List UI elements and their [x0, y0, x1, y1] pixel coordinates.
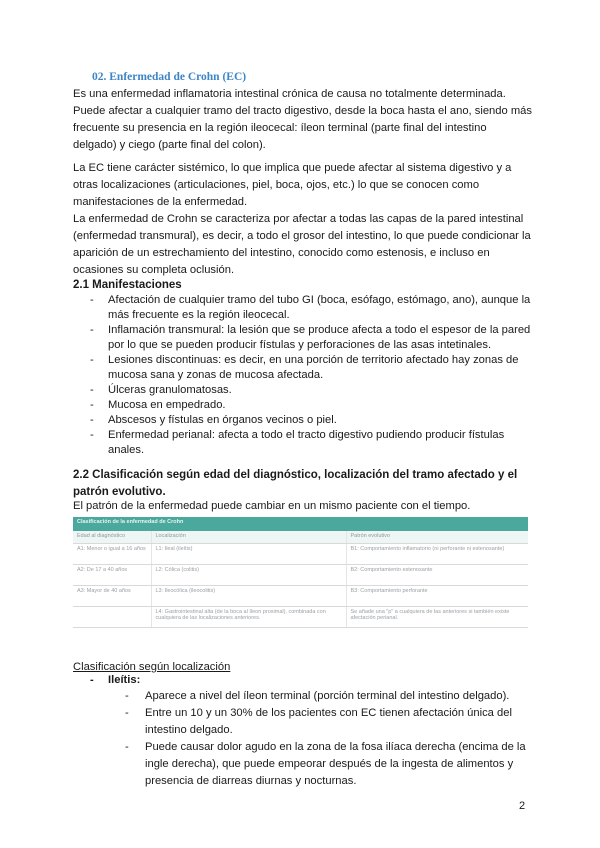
ileitis-list [125, 688, 535, 790]
text-line: otras localizaciones (articulaciones, piel, boca, ojos, etc.) lo que se conocen como [73, 179, 480, 191]
list-item: - Puede causar dolor agudo en la zona de la fosa ilíaca derecha (encima de la ingle derecha), que puede empeorar después de la ingesta de alimentos y presencia de diarreas diurnas y nocturnas. [125, 739, 535, 790]
text-line: ocasiones su completa oclusión. [73, 264, 235, 276]
page-number: 2 [519, 800, 526, 812]
table-row [73, 607, 528, 628]
table-cell: B2: Comportamiento estenosante [346, 565, 528, 586]
table-cell: A1: Menor o igual a 16 años [73, 544, 151, 565]
text-line: La enfermedad de Crohn se caracteriza por afectar a todas las capas de la pared intestinal [73, 213, 524, 225]
table-cell: L3: Ileocólica (ileocolitis) [151, 586, 346, 607]
list-item: - Lesiones discontinuas: es decir, en una porción de territorio afectado hay zonas de mucosa sana y zonas de mucosa afectada. [90, 353, 535, 383]
text-line: aparición de un estrechamiento del intestino, conocido como estenosis, e incluso en [73, 247, 490, 259]
table-header-row [73, 531, 528, 544]
section-title-clasificacion: 2.2 Clasificación según edad del diagnóstico, localización del tramo afectado y el patrón evolutivo. [73, 469, 518, 498]
table-row [73, 544, 528, 565]
text-line: Puede afectar a cualquier tramo del tracto digestivo, desde la boca hasta el ano, siendo más [73, 105, 532, 117]
table-cell: L1: Ileal (ileítis) [151, 544, 346, 565]
table-cell: L4: Gastrointestinal alta (de la boca al íleon proximal), combinada con cualquiera de las localizaciones anteriores. [151, 607, 346, 628]
subsection-title: Clasificación según localización [73, 661, 231, 673]
table-row [73, 586, 528, 607]
table-cell: L2: Cólica (colitis) [151, 565, 346, 586]
table-cell: A3: Mayor de 40 años [73, 586, 151, 607]
table-header-cell: Edad al diagnóstico [73, 531, 151, 544]
list-item: - Mucosa en empedrado. [90, 398, 535, 413]
list-item: - Úlceras granulomatosas. [90, 383, 535, 398]
localizacion-list [90, 673, 535, 688]
table-row [73, 565, 528, 586]
list-item: - Inflamación transmural: la lesión que se produce afecta a todo el espesor de la pared por lo que se pueden producir fístulas y perforaciones de las asas intetinales. [90, 323, 535, 353]
section-heading: 02. Enfermedad de Crohn (EC) [92, 71, 247, 83]
section-title-manifestaciones: 2.1 Manifestaciones [73, 279, 182, 291]
table-cell: B1: Comportamiento inflamatorio (ni perforante ni estenosante) [346, 544, 528, 565]
text-line: frecuente su presencia en la región ileocecal: íleon terminal (parte final del intestino [73, 122, 487, 134]
list-item: - Afectación de cualquier tramo del tubo GI (boca, esófago, estómago, ano), aunque la más frecuente es la región ileocecal. [90, 293, 535, 323]
sistemico-paragraph [73, 160, 533, 279]
intro-paragraph [73, 86, 533, 154]
text-line: La EC tiene carácter sistémico, lo que implica que puede afectar al sistema digestivo y a [73, 162, 512, 174]
table-cell: Se añade una "p" a cualquiera de las anteriores si también existe afectación perianal. [346, 607, 528, 628]
table-cell: B3: Comportamiento perforante [346, 586, 528, 607]
list-item: - Abscesos y fístulas en órganos vecinos o piel. [90, 413, 535, 428]
manifestaciones-list [90, 293, 535, 458]
table-header-cell: Localización [151, 531, 346, 544]
clasificacion-intro: El patrón de la enfermedad puede cambiar en un mismo paciente con el tiempo. [73, 500, 471, 512]
text-line: (enfermedad transmural), es decir, a todo el grosor del intestino, lo que puede condicionar la [73, 230, 531, 242]
list-item: - Enfermedad perianal: afecta a todo el tracto digestivo pudiendo producir fístulas anales. [90, 428, 535, 458]
table-cell: A2: De 17 a 40 años [73, 565, 151, 586]
text-line: Es una enfermedad inflamatoria intestinal crónica de causa no totalmente determinada. [73, 88, 506, 100]
table-title: Clasificación de la enfermedad de Crohn [73, 517, 528, 531]
list-item: - Aparece a nivel del íleon terminal (porción terminal del intestino delgado). [125, 688, 535, 705]
table-cell [73, 607, 151, 628]
text-line: delgado) y ciego (parte final del colon). [73, 139, 266, 151]
ileitis-label: - Ileítis: [90, 673, 535, 688]
table-title-row [73, 517, 528, 531]
table-header-cell: Patrón evolutivo [346, 531, 528, 544]
list-item: - Entre un 10 y un 30% de los pacientes con EC tienen afectación única del intestino delgado. [125, 705, 535, 739]
text-line: manifestaciones de la enfermedad. [73, 196, 248, 208]
classification-table [73, 517, 528, 628]
